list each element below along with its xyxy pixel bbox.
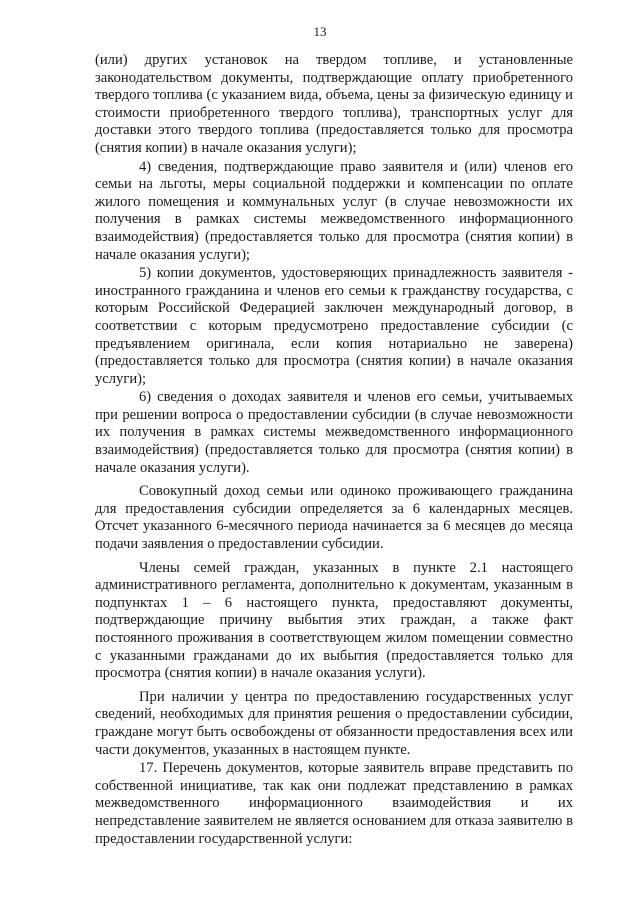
paragraph-continuation: (или) других установок на твердом топливе, и установленные законодательством документы, подтверждающие оплату приобретенного твердого топлива (с указанием вида, объема, цены за физическую единицу и стоимости приобретенного твердого топлива), транспортных услуг для доставки этого твердого топлива (предоставляется только для просмотра (снятия копии) в начале оказания услуги); [95,52,573,156]
paragraph-item-6: 6) сведения о доходах заявителя и членов его семьи, учитываемых при решении вопроса о предоставлении субсидии (в случае невозможности их получения в рамках системы межведомственного информационного взаимодействия) (предоставляется только для просмотра (снятия копии) в начале оказания услуги). [95,389,573,476]
paragraph-item-4: 4) сведения, подтверждающие право заявителя и (или) членов его семьи на льготы, меры социальной поддержки и компенсации по оплате жилого помещения и коммунальных услуг (в случае невозможности их получения в рамках системы межведомственного информационного взаимодействия) (предоставляется только для просмотра (снятия копии) в начале оказания услуги); [95,158,573,263]
paragraph-center-data: При наличии у центра по предоставлению государственных услуг сведений, необходимых для принятия решения о предоставлении субсидии, граждане могут быть освобождены от обязанности предоставления всех или части документов, указанных в настоящем пункте. [95,688,573,758]
paragraph-item-5: 5) копии документов, удостоверяющих принадлежность заявителя - иностранного гражданина и членов его семьи к гражданству государства, с которым Российской Федерацией заключен международный договор, в соответствии с которым предусмотрено предоставление субсидии (с предъявлением оригинала, если копия нотариально не заверена) (предоставляется только для просмотра (снятия копии) в начале оказания услуги); [95,265,573,387]
document-body [95,52,573,848]
paragraph-family-members: Члены семей граждан, указанных в пункте 2.1 настоящего административного регламента, дополнительно к документам, указанным в подпунктах 1 – 6 настоящего пункта, предоставляют документы, подтверждающие причину выбытия этих граждан, а также факт постоянного проживания в соответствующем жилом помещении совместно с указанными гражданами до их выбытия (предоставляется только для просмотра (снятия копии) в начале оказания услуги). [95,559,573,682]
page-number: 13 [313,24,327,39]
paragraph-item-17: 17. Перечень документов, которые заявитель вправе представить по собственной инициативе, так как они подлежат представлению в рамках межведомственного информационного взаимодействия и их непредставление заявителем не является основанием для отказа заявителю в предоставлении государственной услуги: [95,760,573,847]
paragraph-income-period: Совокупный доход семьи или одиноко проживающего гражданина для предоставления субсидии определяется за 6 календарных месяцев. Отсчет указанного 6-месячного периода начинается за 6 месяцев до месяца подачи заявления о предоставлении субсидии. [95,483,573,553]
